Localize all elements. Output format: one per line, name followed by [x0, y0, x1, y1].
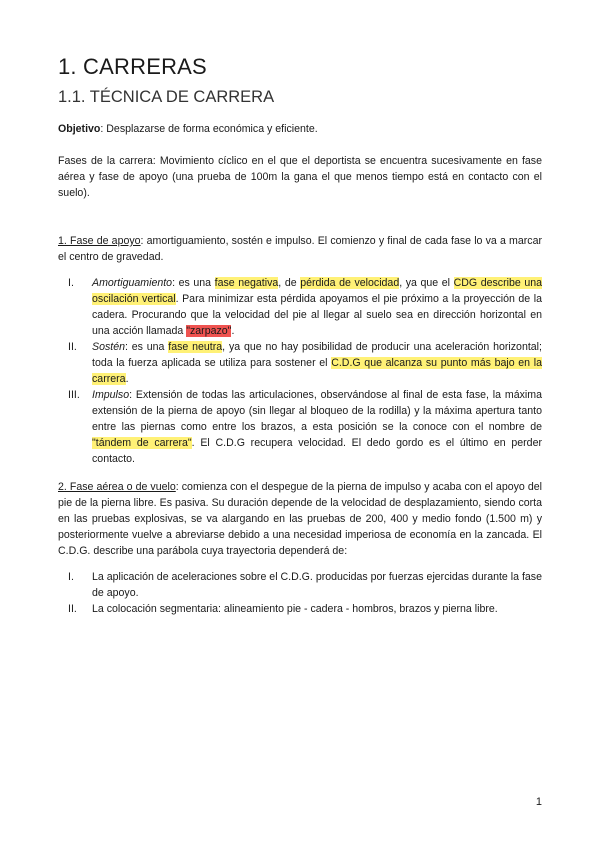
- objetivo-label: Objetivo: [58, 123, 101, 135]
- term: Sostén: [92, 341, 125, 353]
- document-page: [58, 54, 542, 629]
- apoyo-heading: 1. Fase de apoyo: [58, 235, 141, 247]
- list-item-text: La colocación segmentaria: alineamiento pie - cadera - hombros, brazos y pierna libre.: [92, 603, 498, 615]
- highlight-red: "zarpazo": [186, 325, 232, 337]
- apoyo-paragraph: [58, 233, 542, 265]
- list-item-number: III.: [68, 389, 80, 401]
- list-item: [58, 275, 542, 339]
- objetivo-text: : Desplazarse de forma económica y eficiente.: [100, 123, 318, 135]
- list-item-number: II.: [68, 341, 77, 353]
- page-number: 1: [535, 796, 542, 808]
- list-item-text: La aplicación de aceleraciones sobre el C.D.G. producidas por fuerzas ejercidas durante la fase de apoyo.: [92, 571, 542, 599]
- highlight: fase neutra: [168, 341, 223, 353]
- page-title: 1. CARRERAS: [58, 54, 207, 79]
- list-item: [58, 569, 542, 601]
- apoyo-intro: : amortiguamiento, sostén e impulso. El comienzo y final de cada fase lo va a marcar el centro de gravedad.: [58, 235, 542, 263]
- fases-intro-paragraph: Fases de la carrera: Movimiento cíclico en el que el deportista se encuentra sucesivamente en fase aérea y fase de apoyo (una prueba de 100m la gana el que menos tiempo está en contacto con el suelo).: [58, 155, 542, 199]
- text-run: . El C.D.G recupera velocidad. El dedo gordo es el último en perder contacto.: [92, 437, 542, 465]
- highlight: CDG describe una oscilación vertical: [92, 277, 543, 305]
- aerea-intro: : comienza con el despegue de la pierna de impulso y acaba con el apoyo del pie de la pierna libre. Es pasiva. Su duración depende de la velocidad de desplazamiento, siendo corta en las pruebas explosivas, se va alargando en las pruebas de 200, 400 y medio fondo (1.500 m) y posteriormente vuelve a abreviarse debido a una necesidad imperiosa de economía en la zancada. El C.D.G. describe una parábola cuya trayectoria dependerá de:: [58, 481, 542, 557]
- list-item: [58, 601, 542, 617]
- highlight: C.D.G que alcanza su punto más bajo en la carrera: [92, 357, 542, 385]
- text-run: : es una: [124, 341, 169, 353]
- text-run: .: [125, 373, 129, 385]
- text-run: , ya que el: [399, 277, 454, 289]
- term: Amortiguamiento: [92, 277, 173, 289]
- text-run: .: [231, 325, 235, 337]
- highlight: pérdida de velocidad: [300, 277, 400, 289]
- term: Impulso: [92, 389, 130, 401]
- list-item-number: II.: [68, 603, 77, 615]
- highlight: "tándem de carrera": [92, 437, 192, 449]
- aerea-heading: 2. Fase aérea o de vuelo: [58, 481, 176, 493]
- text-run: , de: [278, 277, 301, 289]
- text-run: : Extensión de todas las articulaciones, observándose al final de esta fase, la máxima extensión de la pierna de apoyo (sin llegar al bloqueo de la rodilla) y la máxima apertura tanto entre las piernas como entre los brazos, a esta posición se la conoce con el nombre de: [92, 389, 542, 433]
- list-item-number: I.: [68, 277, 74, 289]
- list-item: [58, 387, 542, 467]
- objetivo-paragraph: [58, 121, 542, 137]
- section-subtitle: 1.1. TÉCNICA DE CARRERA: [58, 88, 275, 106]
- highlight: fase negativa: [214, 277, 279, 289]
- list-item: [58, 339, 542, 387]
- aerea-list: [58, 569, 542, 617]
- text-run: : es una: [172, 277, 215, 289]
- text-run: . Para minimizar esta pérdida apoyamos el pie próximo a la proyección de la cadera. Procurando que la velocidad del pie al llegar al suelo sea en dirección horizontal en una acción llamada: [92, 293, 542, 337]
- apoyo-list: [58, 275, 542, 467]
- aerea-paragraph: [58, 479, 542, 559]
- list-item-number: I.: [68, 571, 74, 583]
- text-run: , ya que no hay posibilidad de producir una aceleración horizontal; toda la fuerza aplicada se utiliza para sostener el: [92, 341, 542, 369]
